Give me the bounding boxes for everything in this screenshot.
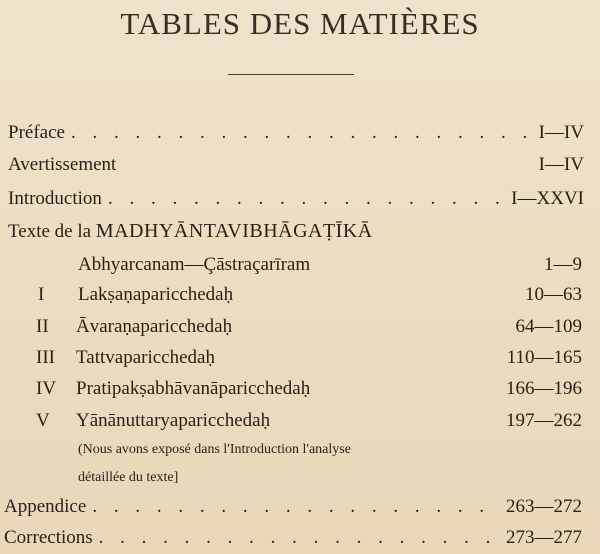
chapter-row <box>36 378 582 404</box>
page-title: TABLES DES MATIÈRES <box>120 6 480 41</box>
entry-label: Appendice <box>4 496 87 517</box>
note-line: (Nous avons exposé dans l'Introduction l'analyse <box>78 442 351 457</box>
chapter-number: III <box>36 347 55 368</box>
entry-label: Texte de la <box>8 221 96 242</box>
chapter-name: Pratipakṣabhāvanāparicchedaḥ <box>76 378 311 399</box>
entry-pages: I—XXVI <box>511 188 584 209</box>
note-line: détaillée du texte] <box>78 470 179 485</box>
dot-leader <box>108 188 505 210</box>
toc-entry-appendice <box>4 496 582 522</box>
dot-leader <box>71 122 533 144</box>
chapter-row <box>36 410 582 436</box>
chapter-pages: 110—165 <box>506 347 582 368</box>
dot-leader <box>92 496 500 518</box>
chapter-number: I <box>38 284 45 305</box>
chapter-name: Lakṣaṇaparicchedaḥ <box>78 284 234 305</box>
chapter-pages: 197—262 <box>506 410 582 431</box>
chapter-pages: 64—109 <box>515 316 582 337</box>
dot-leader <box>99 527 500 549</box>
entry-label: Préface <box>8 122 65 143</box>
entry-pages: I—IV <box>538 122 584 143</box>
entry-pages: 263—272 <box>506 496 582 517</box>
entry-pages: I—IV <box>538 154 584 175</box>
toc-entry-avertissement <box>8 154 584 180</box>
chapter-pages: 166—196 <box>506 378 582 399</box>
entry-label: Introduction <box>8 188 102 209</box>
entry-label: Avertissement <box>8 154 117 175</box>
chapter-pages: 1—9 <box>544 254 582 275</box>
toc-entry-texte <box>8 220 584 246</box>
chapter-pages: 10—63 <box>525 284 582 305</box>
chapter-name: Āvaraṇaparicchedaḥ <box>76 316 233 337</box>
chapter-row <box>38 254 582 280</box>
chapter-row <box>36 347 582 373</box>
toc-entry-corrections <box>4 527 582 553</box>
chapter-number: V <box>36 410 50 431</box>
chapter-row <box>36 316 582 342</box>
chapter-number: II <box>36 316 49 337</box>
chapter-number: IV <box>36 378 57 399</box>
toc-entry-introduction <box>8 188 584 214</box>
chapter-name: Abhyarcanam—Çāstraçarīram <box>78 254 311 275</box>
work-title: MADHYĀNTAVIBHĀGAṬĪKĀ <box>95 220 373 242</box>
entry-pages: 273—277 <box>506 527 582 548</box>
toc-entry-preface <box>8 122 584 148</box>
chapter-name: Yānānuttaryaparicchedaḥ <box>76 410 271 431</box>
chapter-row <box>38 284 582 310</box>
entry-label: Corrections <box>4 527 93 548</box>
chapter-name: Tattvaparicchedaḥ <box>76 347 215 368</box>
title-rule <box>228 74 354 75</box>
